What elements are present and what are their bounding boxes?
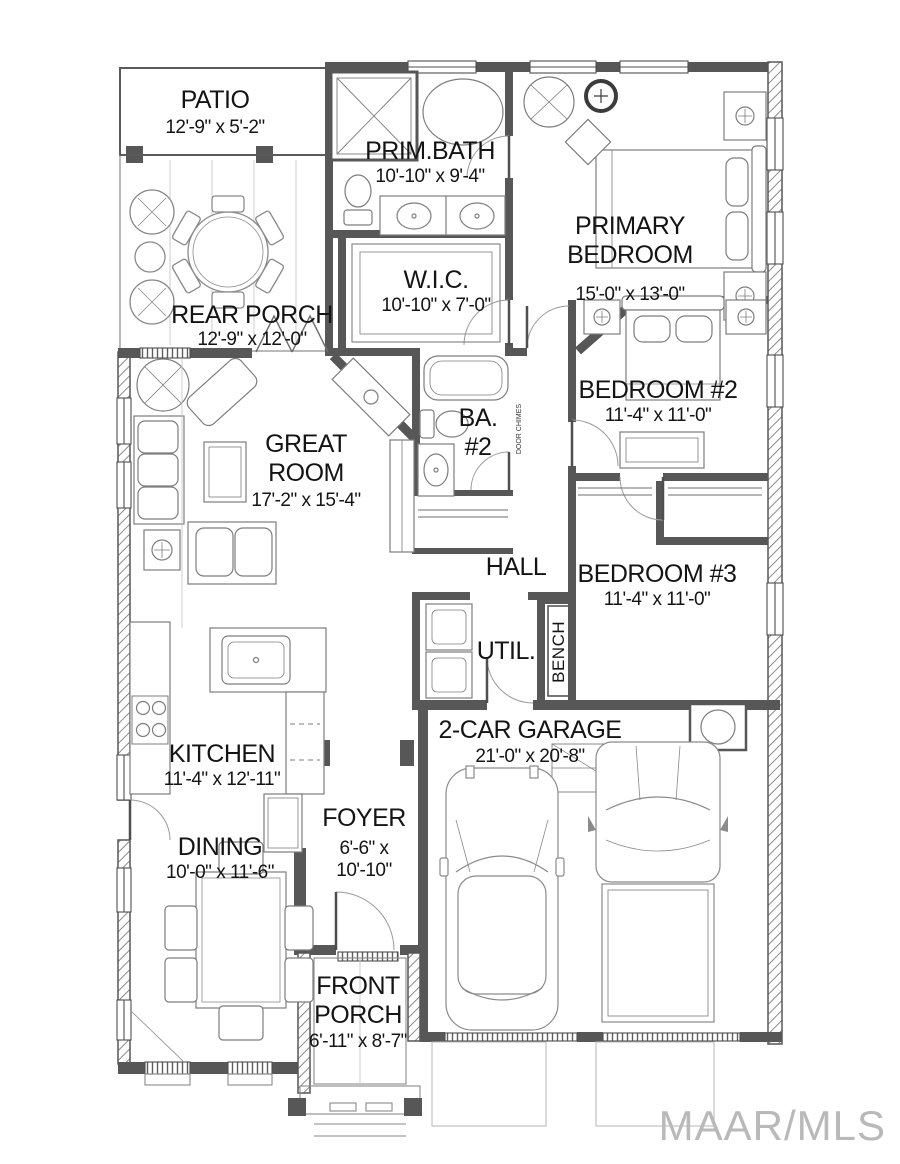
great-room-label: GREAT ROOM: [265, 430, 347, 487]
front-porch-label: FRONT PORCH: [314, 972, 402, 1029]
pickup-truck: [588, 742, 728, 1022]
patio-label: PATIO: [180, 86, 250, 114]
car: [440, 766, 564, 1030]
great-room-dims: 17'-2" x 15'-4": [251, 490, 361, 511]
prim-bath-label: PRIM.BATH: [365, 137, 495, 165]
primary-bedroom-label: PRIMARY BEDROOM: [567, 212, 693, 269]
dining-label: DINING: [177, 833, 263, 861]
patio-dims: 12'-9" x 5'-2": [165, 117, 265, 138]
kitchen-fixtures: [130, 622, 326, 852]
kitchen-dims: 11'-4" x 12'-11": [163, 769, 281, 790]
bedroom3-label: BEDROOM #3: [577, 560, 737, 588]
wic-label: W.I.C.: [403, 266, 469, 294]
foyer-label: FOYER: [322, 804, 406, 832]
garage-dims: 21'-0" x 20'-8": [475, 746, 585, 767]
primary-bedroom-dims: 15'-0" x 13'-0": [575, 284, 685, 305]
garage-label: 2-CAR GARAGE: [438, 716, 622, 744]
bath2-label: BA. #2: [458, 404, 498, 461]
kitchen-label: KITCHEN: [168, 740, 276, 768]
utility-label: UTIL.: [476, 637, 536, 665]
bedroom3-dims: 11'-4" x 11'-0": [603, 589, 711, 610]
front-porch-dims: 6'-11" x 8'-7": [309, 1031, 407, 1052]
door-chimes-label: DOOR CHIMES: [515, 403, 523, 455]
prim-bath-dims: 10'-10" x 9'-4": [375, 166, 485, 187]
foyer-dims: 6'-6" x 10'-10": [336, 838, 392, 882]
mls-watermark: MAAR/MLS: [658, 1102, 886, 1149]
bench-label: BENCH: [549, 620, 569, 683]
bedroom2-label: BEDROOM #2: [578, 376, 738, 404]
hall-label: HALL: [485, 553, 547, 581]
rear-porch-label: REAR PORCH: [171, 301, 333, 329]
rear-porch-dims: 12'-9" x 12'-0": [197, 329, 307, 350]
bedroom2-dims: 11'-4" x 11'-0": [604, 405, 712, 426]
wic-dims: 10'-10" x 7'-0": [381, 295, 491, 316]
dining-dims: 10'-0" x 11'-6": [166, 862, 274, 883]
